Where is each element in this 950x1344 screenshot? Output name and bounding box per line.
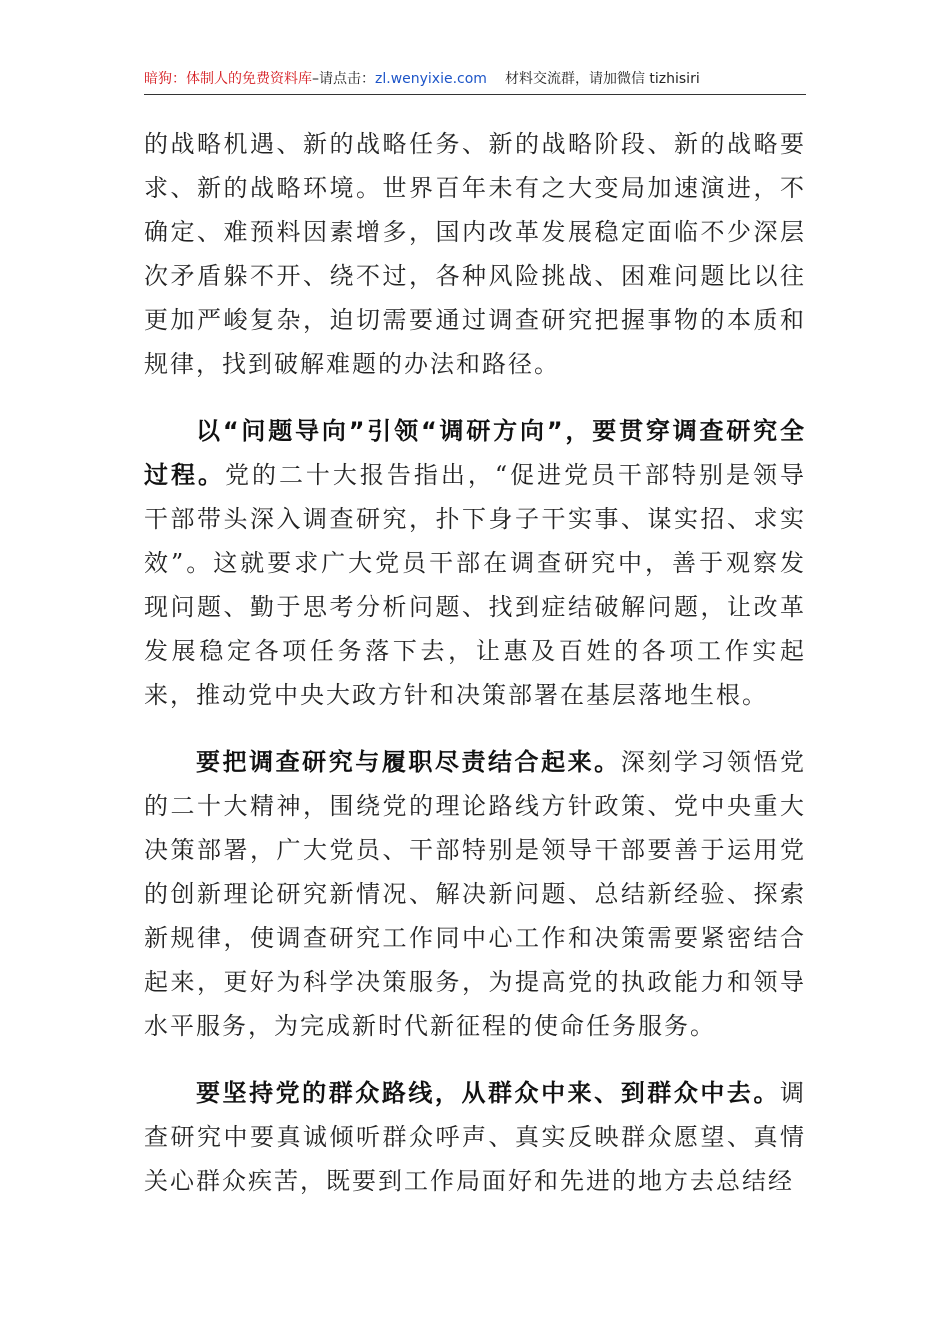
paragraph-heading: 要把调查研究与履职尽责结合起来。 <box>196 748 621 776</box>
paragraph-heading: 要坚持党的群众路线，从群众中来、到群众中去。 <box>196 1079 780 1107</box>
header-group-note: 材料交流群，请加微信 tizhisiri <box>504 71 700 87</box>
paragraph-text: 党的二十大报告指出，“促进党员干部特别是领导干部带头深入调查研究，扑下身子干实事、谋实招、求实效”。这就要求广大党员干部在调查研究中，善于观察发现问题、勤于思考分析问题、找到症结破解问题，让改革发展稳定各项任务落下去，让惠及百姓的各项工作实起来，推动党中央大政方针和决策部署在基层落地生根。 <box>144 461 806 709</box>
paragraph-continued <box>144 122 806 386</box>
paragraph-text: 的战略机遇、新的战略任务、新的战略阶段、新的战略要求、新的战略环境。世界百年未有之大变局加速演进，不确定、难预料因素增多，国内改革发展稳定面临不少深层次矛盾躲不开、绕不过，各种风险挑战、困难问题比以往更加严峻复杂，迫切需要通过调查研究把握事物的本质和规律，找到破解难题的办法和路径。 <box>144 130 806 378</box>
paragraph-problem-orientation <box>144 409 806 717</box>
paragraph-text: 调查研究中要真诚倾听群众呼声、真实反映群众愿望、真情关心群众疾苦，既要到工作局面好和先进的地方去总结经 <box>144 1079 806 1195</box>
paragraph-duty-fulfillment <box>144 740 806 1048</box>
document-body <box>144 122 806 1203</box>
header-prompt: –请点击： <box>312 71 375 87</box>
paragraph-text: 深刻学习领悟党的二十大精神，围绕党的理论路线方针政策、党中央重大决策部署，广大党员、干部特别是领导干部要善于运用党的创新理论研究新情况、解决新问题、总结新经验、探索新规律，使调查研究工作同中心工作和决策需要紧密结合起来，更好为科学决策服务，为提高党的执政能力和领导水平服务，为完成新时代新征程的使命任务服务。 <box>144 748 807 1040</box>
header-brand: 暗狗：体制人的免费资料库 <box>144 71 312 87</box>
paragraph-heading: 以“问题导向”引领“调研方向”，要贯穿调查研究全过程。 <box>144 417 806 489</box>
header-site-link[interactable]: zl.wenyixie.com <box>375 71 487 87</box>
page-header <box>144 64 806 95</box>
paragraph-mass-line <box>144 1071 806 1203</box>
